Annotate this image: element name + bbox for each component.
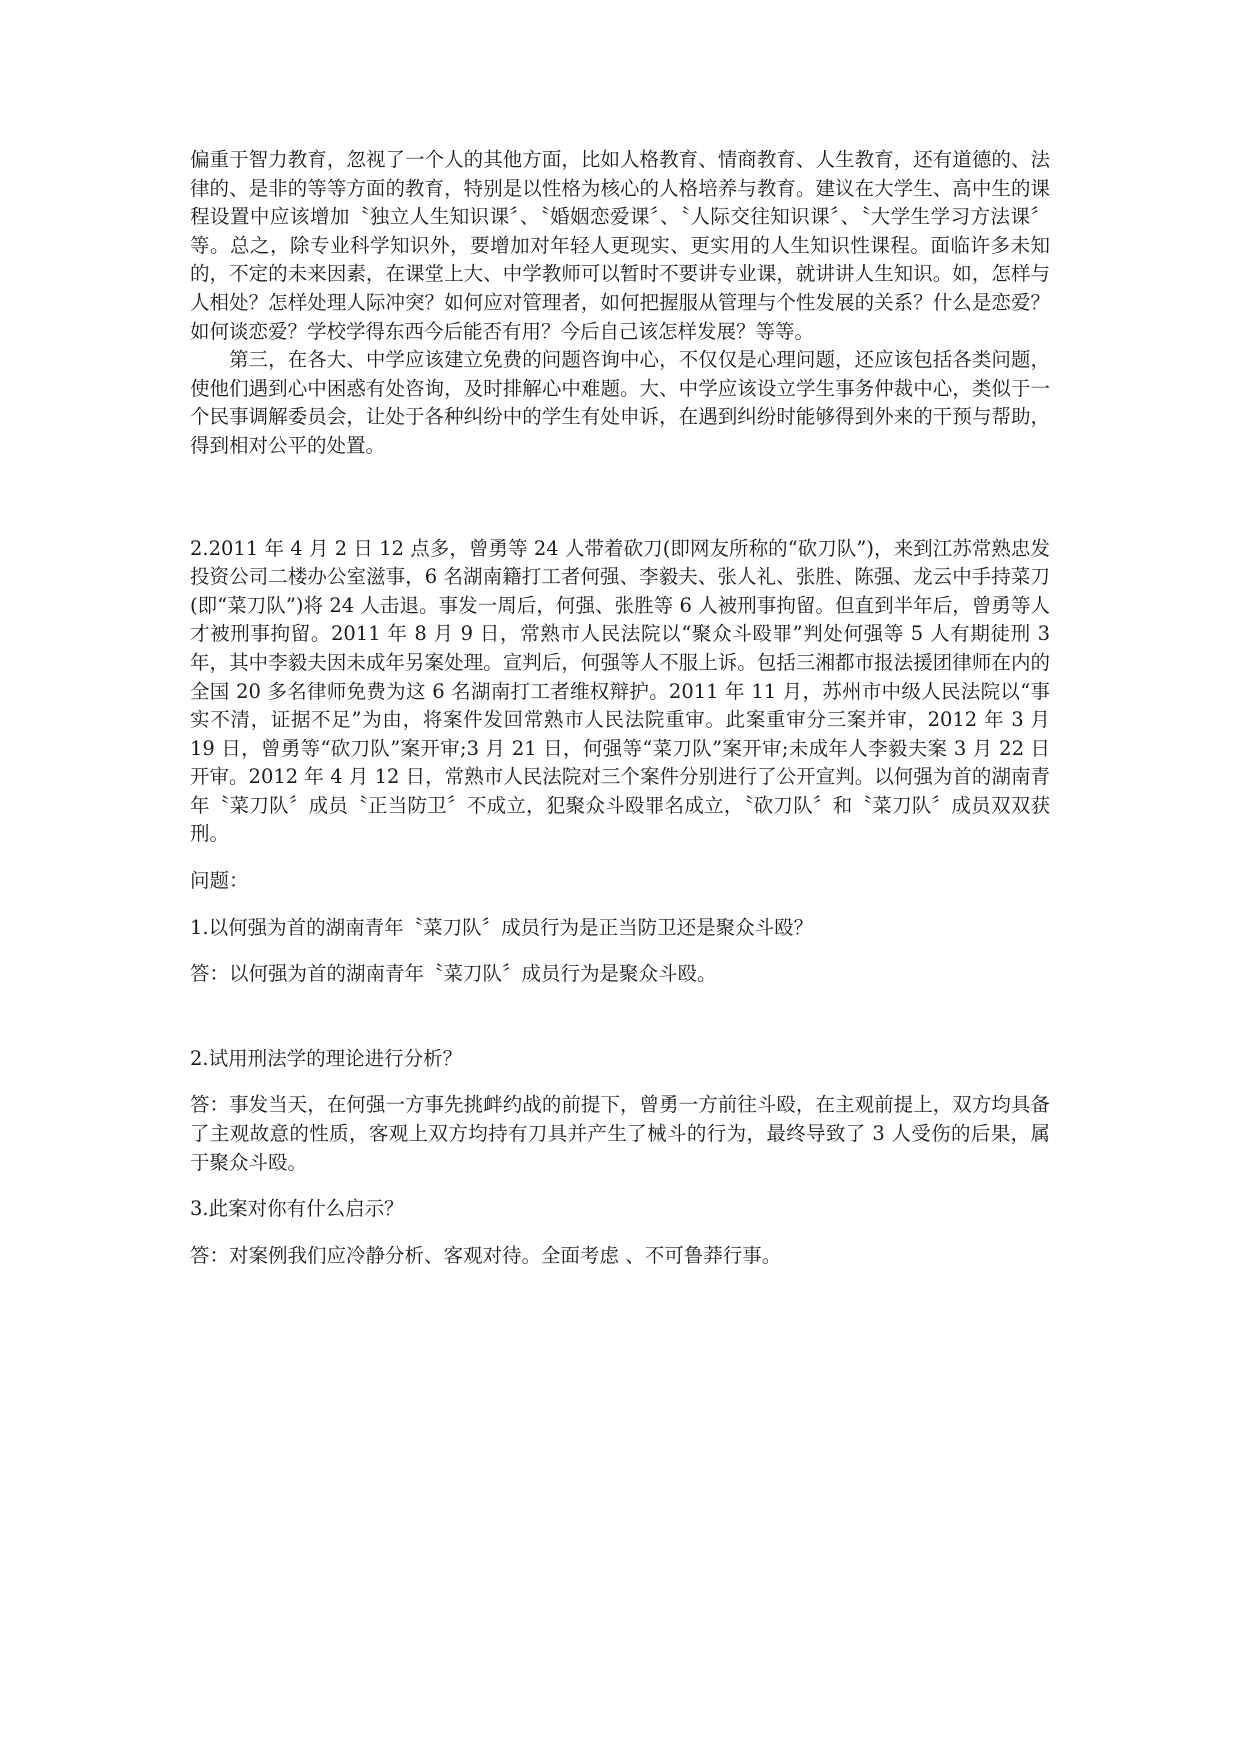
question-1: 1.以何强为首的湖南青年〝菜刀队〞成员行为是正当防卫还是聚众斗殴？ <box>190 915 814 939</box>
answer-3: 答：对案例我们应冷静分析、客观对待。全面考虑 、不可鲁莽行事。 <box>190 1243 782 1267</box>
question-2: 2.试用刑法学的理论进行分析？ <box>190 1046 463 1070</box>
questions-label: 问题： <box>190 869 249 893</box>
answer-2: 答：事发当天，在何强一方事先挑衅约战的前提下，曾勇一方前往斗殴，在主观前提上，双方均具备了主观故意的性质，客观上双方均持有刀具并产生了械斗的行为，最终导致了 3 人受伤的后果，属于聚众斗殴。 <box>190 1093 1050 1174</box>
case-description: 2.2011 年 4 月 2 日 12 点多，曾勇等 24 人带着砍刀(即网友所称的“砍刀队”)，来到江苏常熟忠发投资公司二楼办公室滋事，6 名湖南籍打工者何强、李毅夫、张人礼、张胜、陈强、龙云中手持菜刀(即“菜刀队”)将 24 人击退。事发一周后，何强、张胜等 6 人被刑事拘留。但直到半年后，曾勇等人才被刑事拘留。2011 年 8 月 9 日，常熟市人民法院以“聚众斗殴罪”判处何强等 5 人有期徒刑 3 年，其中李毅夫因未成年另案处理。宣判后，何强等人不服上诉。包括三湘都市报法援团律师在内的全国 20 多名律师免费为这 6 名湖南打工者维权辩护。2011 年 11 月，苏州市中级人民法院以“事实不清，证据不足”为由，将案件发回常熟市人民法院重审。此案重审分三案并审，2012 年 3 月 19 日，曾勇等“砍刀队”案开审;3 月 21 日，何强等“菜刀队”案开审;未成年人李毅夫案 3 月 22 日开审。2012 年 4 月 12 日，常熟市人民法院对三个案件分别进行了公开宣判。以何强为首的湖南青年〝菜刀队〞成员〝正当防卫〞不成立，犯聚众斗殴罪名成立，〝砍刀队〞和〝菜刀队〞成员双双获刑。 <box>190 536 1050 846</box>
answer-1: 答：以何强为首的湖南青年〝菜刀队〞成员行为是聚众斗殴。 <box>190 962 717 986</box>
spacer <box>190 989 1050 1045</box>
question-3: 3.此案对你有什么启示？ <box>190 1197 404 1221</box>
document-page <box>190 146 1050 1270</box>
paragraph-education: 偏重于智力教育，忽视了一个人的其他方面，比如人格教育、情商教育、人生教育，还有道德的、法律的、是非的等等方面的教育，特别是以性格为核心的人格培养与教育。建议在大学生、高中生的课程设置中应该增加〝独立人生知识课〞、〝婚姻恋爱课〞、〝人际交往知识课〞、〝大学生学习方法课〞等。总之，除专业科学知识外，要增加对年轻人更现实、更实用的人生知识性课程。面临许多未知的，不定的未来因素，在课堂上大、中学教师可以暂时不要讲专业课，就讲讲人生知识。如，怎样与人相处？怎样处理人际冲突？如何应对管理者，如何把握服从管理与个性发展的关系？什么是恋爱？如何谈恋爱？学校学得东西今后能否有用？今后自己该怎样发展？等等。 <box>190 148 1050 343</box>
spacer <box>190 461 1050 535</box>
paragraph-third-point: 第三，在各大、中学应该建立免费的问题咨询中心，不仅仅是心理问题，还应该包括各类问题，使他们遇到心中困惑有处咨询，及时排解心中难题。大、中学应该设立学生事务仲裁中心，类似于一个民事调解委员会，让处于各种纠纷中的学生有处申诉，在遇到纠纷时能够得到外来的干预与帮助，得到相对公平的处置。 <box>190 348 1050 457</box>
